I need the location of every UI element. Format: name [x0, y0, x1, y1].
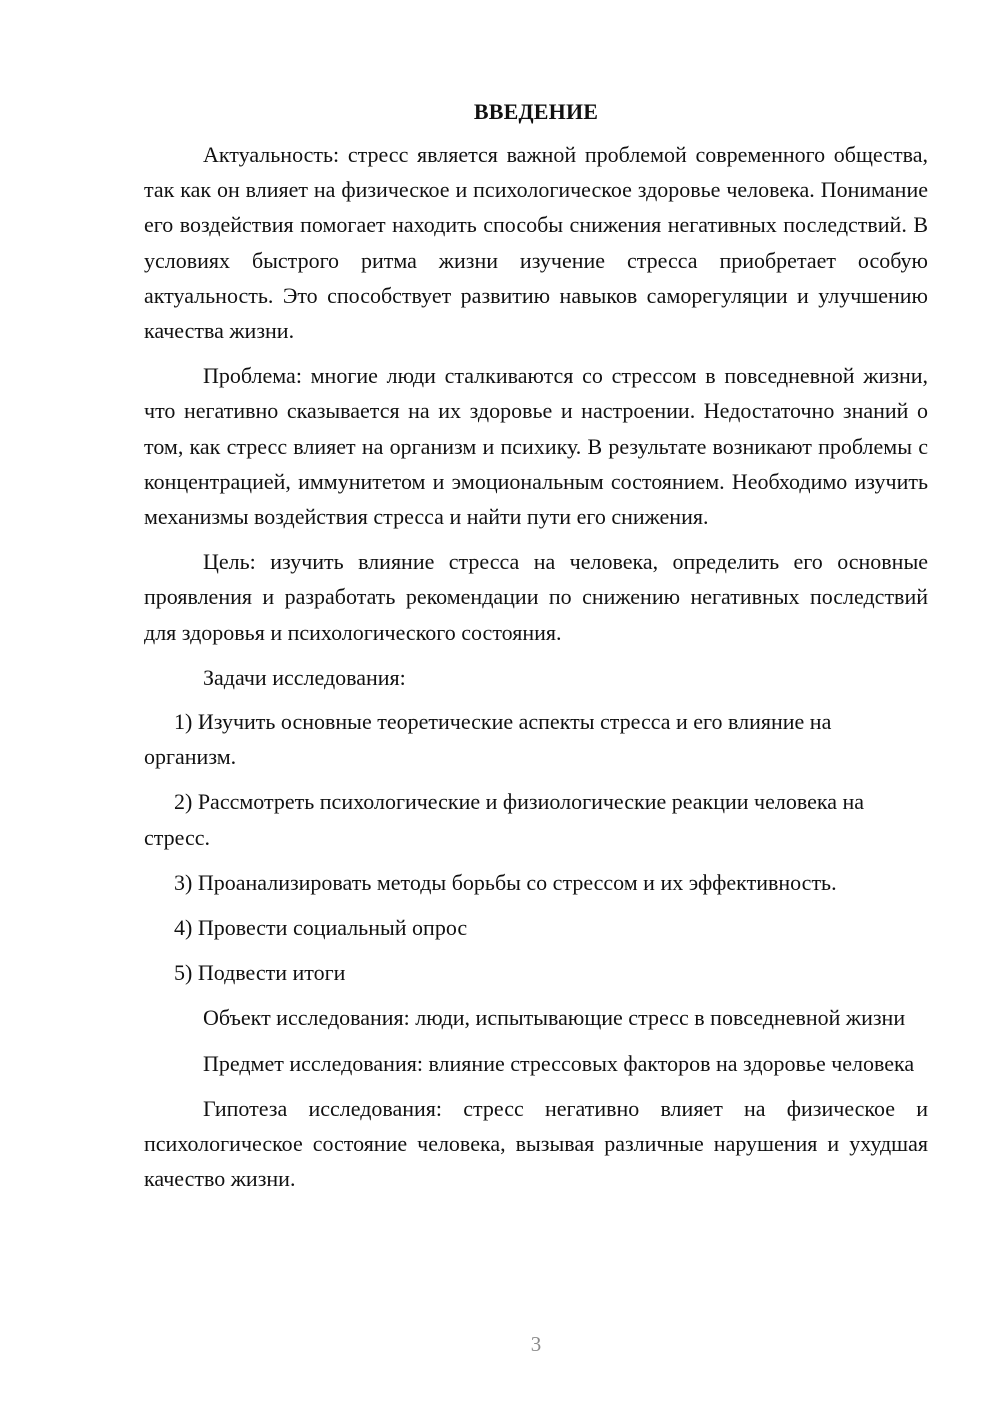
task-item: 4) Провести социальный опрос — [174, 915, 468, 941]
task-item: 5) Подвести итоги — [174, 960, 346, 986]
tasks-heading: Задачи исследования: — [203, 664, 406, 690]
research-subject-paragraph: Предмет исследования: влияние стрессовых факторов на здоровье человека — [203, 1050, 915, 1076]
problem-paragraph: Проблема: многие люди сталкиваются со стрессом в повседневной жизни, что негативно сказывается на их здоровье и настроении. Недостаточно знаний о том, как стресс влияет на организм и психику. В результате возникают проблемы с концентрацией, иммунитетом и эмоциональным состоянием. Необходимо изучить механизмы воздействия стресса и найти пути его снижения. — [144, 363, 928, 530]
section-title: ВВЕДЕНИЕ — [473, 99, 599, 124]
task-item: 2) Рассмотреть психологические и физиологические реакции человека на стресс. — [144, 789, 865, 850]
relevance-paragraph: Актуальность: стресс является важной проблемой современного общества, так как он влияет на физическое и психологическое здоровье человека. Понимание его воздействия помогает находить способы снижения негативных последствий. В условиях быстрого ритма жизни изучение стресса приобретает особую актуальность. Это способствует развитию навыков саморегуляции и улучшению качества жизни. — [144, 142, 928, 344]
task-item: 1) Изучить основные теоретические аспекты стресса и его влияние на организм. — [144, 709, 832, 770]
goal-paragraph: Цель: изучить влияние стресса на человека, определить его основные проявления и разработать рекомендации по снижению негативных последствий для здоровья и психологического состояния. — [144, 549, 928, 645]
hypothesis-paragraph: Гипотеза исследования: стресс негативно влияет на физическое и психологическое состояние человека, вызывая различные нарушения и ухудшая качество жизни. — [144, 1095, 928, 1192]
page-number: 3 — [530, 1332, 542, 1356]
page-content — [144, 94, 928, 1206]
task-item: 3) Проанализировать методы борьбы со стрессом и их эффективность. — [174, 869, 837, 895]
research-object-paragraph: Объект исследования: люди, испытывающие стресс в повседневной жизни — [203, 1005, 906, 1031]
